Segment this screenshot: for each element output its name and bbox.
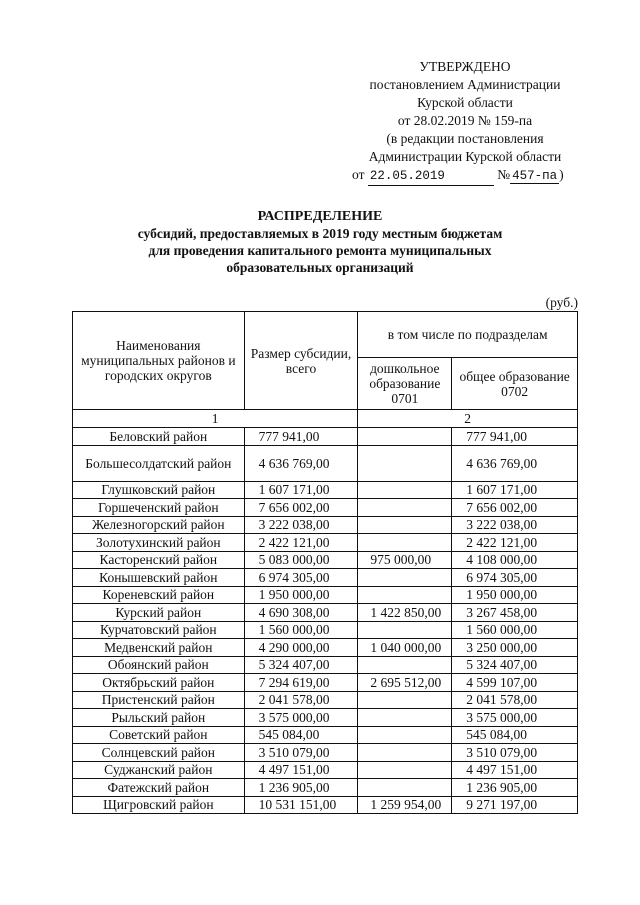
district-name: Курский район — [73, 604, 245, 622]
table-row — [73, 516, 578, 534]
table-row — [73, 534, 578, 552]
total-cell: 7 656 002,00 — [244, 499, 358, 517]
total-cell: 2 422 121,00 — [244, 534, 358, 552]
table-row — [73, 569, 578, 587]
date-prefix: от — [352, 167, 365, 182]
total-cell: 2 041 578,00 — [244, 691, 358, 709]
preschool-cell — [358, 726, 452, 744]
district-name: Большесолдатский район — [73, 445, 245, 481]
total-cell: 4 636 769,00 — [244, 445, 358, 481]
general-cell: 4 108 000,00 — [452, 551, 578, 569]
title-line: субсидий, предоставляемых в 2019 году местным бюджетам — [137, 226, 503, 241]
table-row — [73, 796, 578, 814]
general-cell: 6 974 305,00 — [452, 569, 578, 587]
general-cell: 3 250 000,00 — [452, 639, 578, 657]
total-cell: 777 941,00 — [244, 428, 358, 446]
table-row — [73, 674, 578, 692]
table-row — [73, 586, 578, 604]
preschool-cell — [358, 656, 452, 674]
currency-note: (руб.) — [545, 295, 578, 310]
general-cell: 2 422 121,00 — [452, 534, 578, 552]
total-cell: 3 510 079,00 — [244, 744, 358, 762]
district-name: Октябрьский район — [73, 674, 245, 692]
title-main: РАСПРЕДЕЛЕНИЕ — [257, 209, 383, 224]
preschool-cell — [358, 621, 452, 639]
general-cell: 545 084,00 — [452, 726, 578, 744]
table-row — [73, 481, 578, 499]
district-name: Медвенский район — [73, 639, 245, 657]
preschool-cell — [358, 499, 452, 517]
approval-date-line — [340, 166, 590, 186]
general-cell: 5 324 407,00 — [452, 656, 578, 674]
preschool-cell: 1 040 000,00 — [358, 639, 452, 657]
general-cell: 2 041 578,00 — [452, 691, 578, 709]
district-name: Кореневский район — [73, 586, 245, 604]
preschool-cell — [358, 779, 452, 797]
table-row — [73, 779, 578, 797]
district-name: Железногорский район — [73, 516, 245, 534]
district-name: Беловский район — [73, 428, 245, 446]
table-row — [73, 744, 578, 762]
general-cell: 777 941,00 — [452, 428, 578, 446]
total-cell: 1 607 171,00 — [244, 481, 358, 499]
general-cell: 4 636 769,00 — [452, 445, 578, 481]
district-name: Курчатовский район — [73, 621, 245, 639]
table-row — [73, 761, 578, 779]
total-cell: 3 575 000,00 — [244, 709, 358, 727]
district-name: Конышевский район — [73, 569, 245, 587]
approval-stamp — [340, 58, 590, 186]
preschool-cell — [358, 516, 452, 534]
district-name: Солнцевский район — [73, 744, 245, 762]
total-cell: 5 324 407,00 — [244, 656, 358, 674]
preschool-cell: 1 422 850,00 — [358, 604, 452, 622]
district-name: Суджанский район — [73, 761, 245, 779]
number-prefix: № — [497, 167, 511, 182]
total-cell: 1 950 000,00 — [244, 586, 358, 604]
table-body — [73, 428, 578, 814]
total-cell: 5 083 000,00 — [244, 551, 358, 569]
table-row — [73, 656, 578, 674]
number-value: 457-па — [512, 169, 558, 183]
district-name: Фатежский район — [73, 779, 245, 797]
preschool-cell — [358, 709, 452, 727]
header-preschool: дошкольное образование 0701 — [358, 358, 452, 410]
total-cell: 4 497 151,00 — [244, 761, 358, 779]
district-name: Горшеченский район — [73, 499, 245, 517]
district-name: Пристенский район — [73, 691, 245, 709]
preschool-cell — [358, 761, 452, 779]
preschool-cell: 1 259 954,00 — [358, 796, 452, 814]
district-name: Рыльский район — [73, 709, 245, 727]
header-general: общее образование 0702 — [452, 358, 578, 410]
approval-line: (в редакции постановления — [386, 131, 544, 146]
general-cell: 1 560 000,00 — [452, 621, 578, 639]
total-cell: 7 294 619,00 — [244, 674, 358, 692]
table-row — [73, 604, 578, 622]
title-line: образовательных организаций — [226, 260, 414, 275]
subsidy-table — [72, 311, 578, 814]
total-cell: 10 531 151,00 — [244, 796, 358, 814]
date-field — [368, 166, 494, 186]
table-row — [73, 621, 578, 639]
header-group: в том числе по подразделам — [358, 312, 578, 358]
district-name: Обоянский район — [73, 656, 245, 674]
approval-line: постановлением Администрации — [369, 77, 561, 92]
district-name: Щигровский район — [73, 796, 245, 814]
district-name: Глушковский район — [73, 481, 245, 499]
title-line: для проведения капитального ремонта муниципальных — [148, 243, 492, 258]
table-row — [73, 709, 578, 727]
total-cell: 4 290 000,00 — [244, 639, 358, 657]
district-name: Золотухинский район — [73, 534, 245, 552]
preschool-cell — [358, 744, 452, 762]
preschool-cell — [358, 586, 452, 604]
total-cell: 1 560 000,00 — [244, 621, 358, 639]
number-suffix: ) — [559, 167, 564, 182]
approval-title: УТВЕРЖДЕНО — [419, 59, 511, 74]
general-cell: 9 271 197,00 — [452, 796, 578, 814]
table-row — [73, 639, 578, 657]
general-cell: 1 950 000,00 — [452, 586, 578, 604]
general-cell: 3 267 458,00 — [452, 604, 578, 622]
preschool-cell — [358, 445, 452, 481]
approval-line: Курской области — [417, 95, 513, 110]
preschool-cell — [358, 481, 452, 499]
general-cell: 3 575 000,00 — [452, 709, 578, 727]
table-row — [73, 691, 578, 709]
total-cell: 6 974 305,00 — [244, 569, 358, 587]
total-cell: 4 690 308,00 — [244, 604, 358, 622]
preschool-cell — [358, 534, 452, 552]
preschool-cell — [358, 569, 452, 587]
general-cell: 4 497 151,00 — [452, 761, 578, 779]
district-name: Советский район — [73, 726, 245, 744]
general-cell: 3 510 079,00 — [452, 744, 578, 762]
district-name: Касторенский район — [73, 551, 245, 569]
column-index-2: 2 — [358, 410, 578, 428]
table-row — [73, 499, 578, 517]
total-cell: 545 084,00 — [244, 726, 358, 744]
general-cell: 4 599 107,00 — [452, 674, 578, 692]
preschool-cell — [358, 691, 452, 709]
header-total: Размер субсидии, всего — [244, 312, 358, 410]
preschool-cell: 975 000,00 — [358, 551, 452, 569]
approval-line: от 28.02.2019 № 159-па — [397, 113, 533, 128]
general-cell: 3 222 038,00 — [452, 516, 578, 534]
table-row — [73, 726, 578, 744]
general-cell: 7 656 002,00 — [452, 499, 578, 517]
total-cell: 1 236 905,00 — [244, 779, 358, 797]
table-row — [73, 551, 578, 569]
preschool-cell: 2 695 512,00 — [358, 674, 452, 692]
table-row — [73, 428, 578, 446]
general-cell: 1 607 171,00 — [452, 481, 578, 499]
date-value: 22.05.2019 — [369, 169, 445, 183]
total-cell: 3 222 038,00 — [244, 516, 358, 534]
general-cell: 1 236 905,00 — [452, 779, 578, 797]
approval-line: Администрации Курской области — [368, 149, 562, 164]
table-row — [73, 445, 578, 481]
column-index-1: 1 — [73, 410, 358, 428]
header-name: Наименования муниципальных районов и городских округов — [73, 312, 245, 410]
preschool-cell — [358, 428, 452, 446]
document-title — [70, 208, 570, 276]
